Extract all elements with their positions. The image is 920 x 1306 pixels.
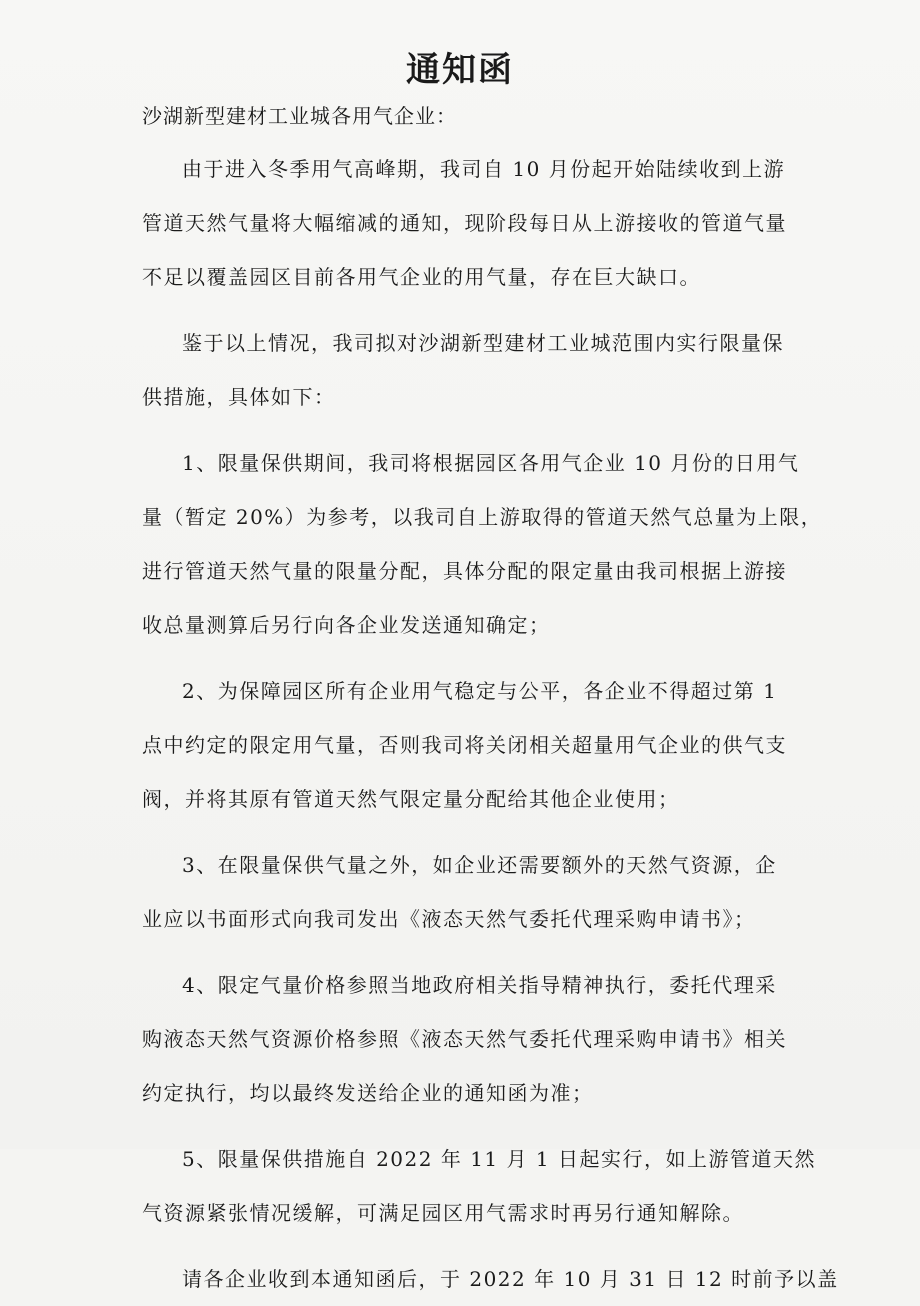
paragraph-item-3 bbox=[142, 838, 784, 946]
paragraph-item-2 bbox=[142, 664, 787, 826]
text-line: 3、在限量保供气量之外，如企业还需要额外的天然气资源，企 bbox=[182, 853, 777, 877]
salutation: 沙湖新型建材工业城各用气企业： bbox=[142, 104, 457, 128]
text-line: 不足以覆盖园区目前各用气企业的用气量，存在巨大缺口。 bbox=[142, 265, 701, 289]
text-line: 业应以书面形式向我司发出《液态天然气委托代理采购申请书》； bbox=[142, 907, 756, 931]
text-line: 1、限量保供期间，我司将根据园区各用气企业 10 月份的日用气 bbox=[182, 451, 800, 475]
text-line: 购液态天然气资源价格参照《液态天然气委托代理采购申请书》相关 bbox=[142, 1027, 787, 1051]
text-line: 由于进入冬季用气高峰期，我司自 10 月份起开始陆续收到上游 bbox=[182, 157, 786, 181]
paragraph-closing bbox=[142, 1252, 839, 1306]
text-line: 5、限量保供措施自 2022 年 11 月 1 日起实行，如上游管道天然 bbox=[182, 1147, 816, 1171]
paragraph-measures bbox=[142, 316, 784, 424]
text-line: 阀，并将其原有管道天然气限定量分配给其他企业使用； bbox=[142, 787, 680, 811]
text-line: 收总量测算后另行向各企业发送通知确定； bbox=[142, 613, 551, 637]
paragraph-item-5 bbox=[142, 1132, 816, 1240]
text-line: 管道天然气量将大幅缩减的通知，现阶段每日从上游接收的管道气量 bbox=[142, 211, 787, 235]
text-line: 鉴于以上情况，我司拟对沙湖新型建材工业城范围内实行限量保 bbox=[182, 331, 784, 355]
text-line: 约定执行，均以最终发送给企业的通知函为准； bbox=[142, 1081, 594, 1105]
document-title: 通知函 bbox=[406, 50, 514, 90]
text-line: 4、限定气量价格参照当地政府相关指导精神执行，委托代理采 bbox=[182, 973, 777, 997]
text-line: 点中约定的限定用气量，否则我司将关闭相关超量用气企业的供气支 bbox=[142, 733, 787, 757]
paragraph-item-1 bbox=[142, 436, 823, 652]
paragraph-item-4 bbox=[142, 958, 787, 1120]
document-body bbox=[142, 98, 839, 1306]
text-line: 气资源紧张情况缓解，可满足园区用气需求时再另行通知解除。 bbox=[142, 1201, 744, 1225]
text-line: 量（暂定 20%）为参考，以我司自上游取得的管道天然气总量为上限， bbox=[142, 505, 823, 529]
paragraph-intro bbox=[142, 142, 787, 304]
text-line: 进行管道天然气量的限量分配，具体分配的限定量由我司根据上游接 bbox=[142, 559, 787, 583]
text-line: 2、为保障园区所有企业用气稳定与公平，各企业不得超过第 1 bbox=[182, 679, 778, 703]
text-line: 请各企业收到本通知函后，于 2022 年 10 月 31 日 12 时前予以盖 bbox=[182, 1267, 839, 1291]
text-line: 供措施，具体如下： bbox=[142, 385, 336, 409]
